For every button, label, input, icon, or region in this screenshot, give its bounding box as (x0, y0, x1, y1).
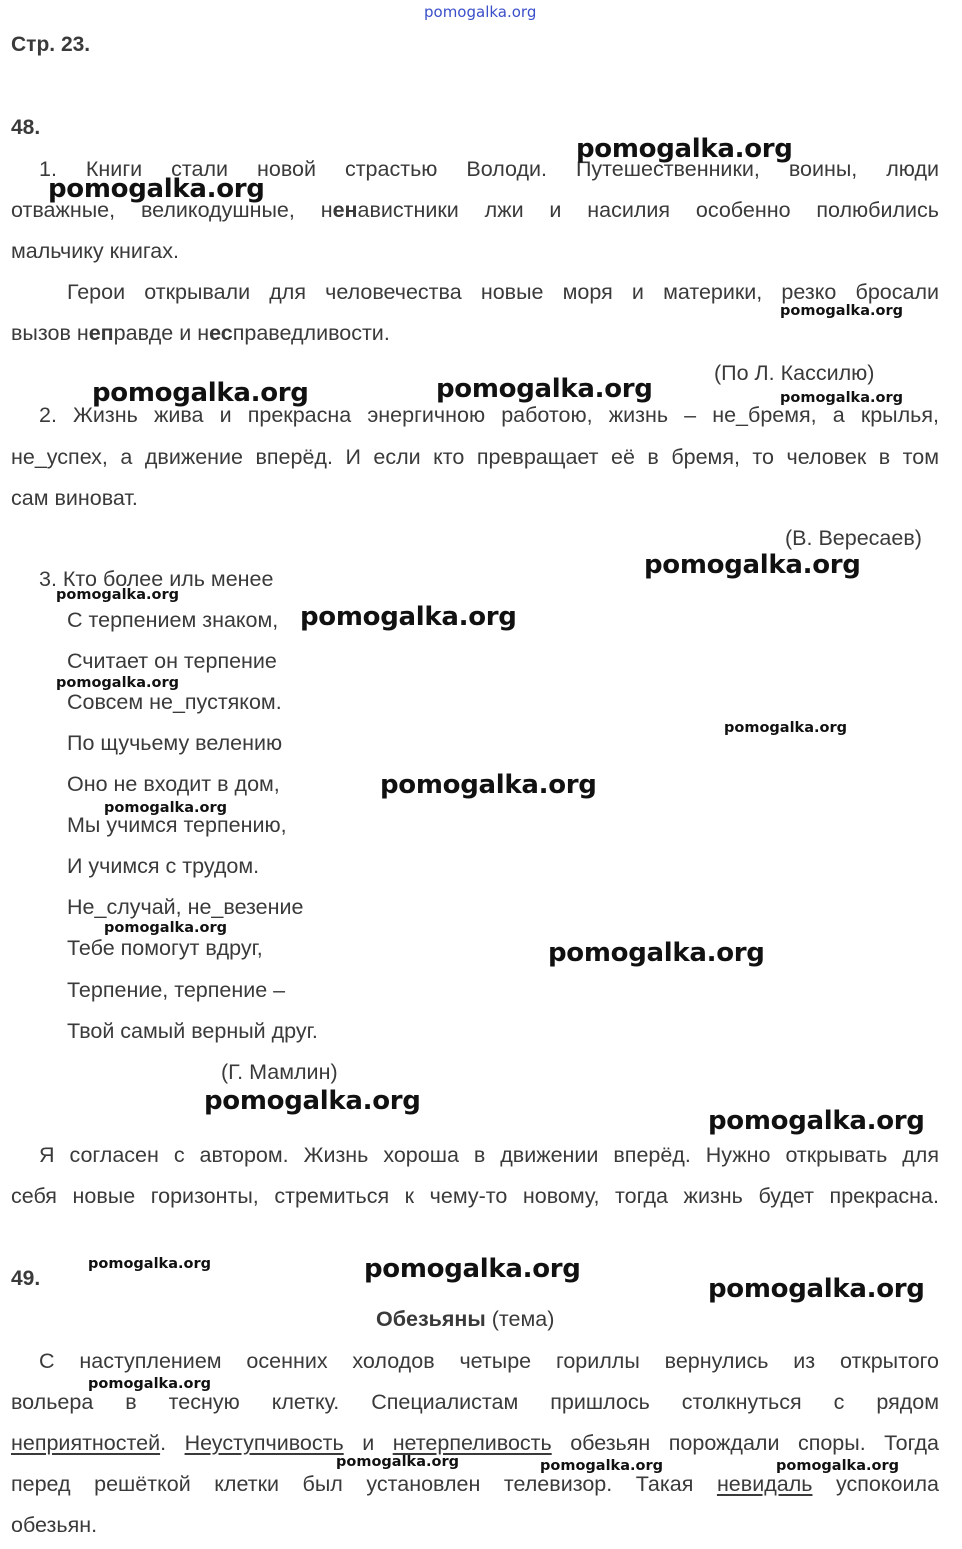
ex49-line1: С наступлением осенних холодов четыре гориллы вернулись из открытого (39, 1349, 939, 1373)
poem-line: Считает он терпение (67, 649, 277, 673)
watermark: pomogalka.org (300, 602, 517, 632)
page-label: Стр. 23. (11, 33, 91, 56)
watermark: pomogalka.org (88, 1376, 211, 1392)
ex48-p3-line2: не_успех, а движение вперёд. И если кто превращает её в бремя, то человек в том (11, 445, 939, 469)
ex49-line4: перед решёткой клетки был установлен телевизор. Такая невидаль успокоила (11, 1472, 939, 1496)
ex48-opinion-line1: Я согласен с автором. Жизнь хороша в движении вперёд. Нужно открывать для (39, 1143, 939, 1167)
watermark: pomogalka.org (540, 1458, 663, 1474)
watermark: pomogalka.org (92, 378, 309, 408)
watermark: pomogalka.org (88, 1256, 211, 1272)
watermark: pomogalka.org (576, 134, 793, 164)
poem-line: И учимся с трудом. (67, 854, 260, 878)
poem-line: Твой самый верный друг. (67, 1019, 318, 1043)
poem-line: С терпением знаком, (67, 608, 279, 632)
watermark: pomogalka.org (436, 374, 653, 404)
ex48-p2-line2: вызов неправде и несправедливости. (11, 321, 390, 345)
exercise-49-number: 49. (11, 1267, 41, 1290)
ex48-p1-line1: 1. Книги стали новой страстью Володи. Путешественники, воины, люди (39, 157, 939, 181)
ex48-p1-line2: отважные, великодушные, ненавистники лжи и насилия особенно полюбились (11, 198, 940, 222)
watermark: pomogalka.org (204, 1086, 421, 1116)
ex48-p3-line1: 2. Жизнь жива и прекрасна энергичною работою, жизнь – не_бремя, а крылья, (39, 403, 939, 427)
ex49-line2: вольера в тесную клетку. Специалистам пришлось столкнуться с рядом (11, 1390, 939, 1414)
watermark: pomogalka.org (336, 1454, 459, 1470)
watermark: pomogalka.org (56, 675, 179, 691)
poem-line: Тебе помогут вдруг, (67, 936, 263, 960)
ex48-p1-line3: мальчику книгах. (11, 239, 179, 263)
watermark: pomogalka.org (380, 770, 597, 800)
watermark: pomogalka.org (548, 938, 765, 968)
watermark: pomogalka.org (724, 720, 847, 736)
attribution-mamlin: (Г. Мамлин) (221, 1060, 338, 1084)
ex48-opinion-line2: себя новые горизонты, стремиться к чему-то новому, тогда жизнь будет прекрасна. (11, 1184, 939, 1208)
attribution-kassil: (По Л. Кассилю) (714, 361, 875, 385)
watermark: pomogalka.org (776, 1458, 899, 1474)
watermark: pomogalka.org (56, 587, 179, 603)
ex48-p2-line1: Герои открывали для человечества новые моря и материки, резко бросали (67, 280, 939, 304)
poem-line: Не_случай, не_везение (67, 895, 304, 919)
watermark: pomogalka.org (364, 1254, 581, 1284)
ex49-title: Обезьяны (тема) (376, 1307, 555, 1331)
watermark: pomogalka.org (780, 303, 903, 319)
watermark: pomogalka.org (48, 174, 265, 204)
watermark: pomogalka.org (104, 800, 227, 816)
exercise-48-number: 48. (11, 116, 41, 139)
poem-intro: 3. Кто более иль менее (39, 567, 274, 591)
watermark: pomogalka.org (708, 1274, 925, 1304)
ex49-line3: неприятностей. Неуступчивость и нетерпеливость обезьян порождали споры. Тогда (11, 1431, 939, 1455)
poem-line: По щучьему велению (67, 731, 283, 755)
poem-line: Оно не входит в дом, (67, 772, 280, 796)
watermark: pomogalka.org (708, 1106, 925, 1136)
watermark: pomogalka.org (644, 550, 861, 580)
attribution-veresaev: (В. Вересаев) (785, 526, 922, 550)
watermark: pomogalka.org (780, 390, 903, 406)
top-watermark: pomogalka.org (424, 3, 537, 21)
poem-line: Совсем не_пустяком. (67, 690, 282, 714)
poem-line: Терпение, терпение – (67, 978, 286, 1002)
ex49-line5: обезьян. (11, 1513, 98, 1537)
poem-line: Мы учимся терпению, (67, 813, 287, 837)
watermark: pomogalka.org (104, 920, 227, 936)
ex48-p3-line3: сам виноват. (11, 486, 138, 510)
